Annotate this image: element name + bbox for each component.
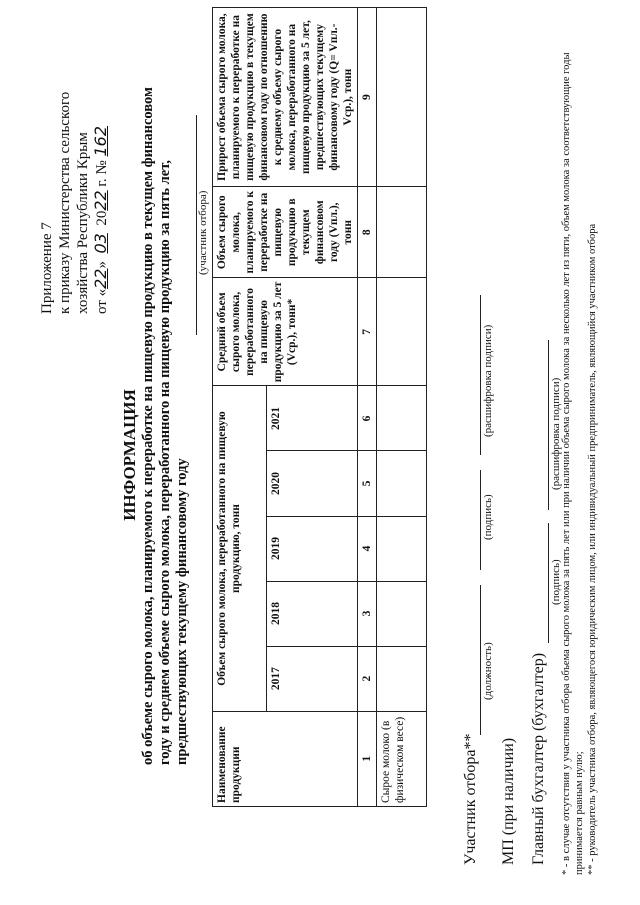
participant-label: Участник отбора**: [462, 733, 479, 865]
header-growth: Прирост объема сырого молока, планируемого к переработке на пищевую продукцию в текущем финансовом году по отношению к среднему объему сырого молока, переработанного на пищевую продукцию за 5 лет, предшествующих текущему финансовому году (Q= Vпл.- Vср.), тонн: [213, 8, 358, 187]
post-caption: (должность): [482, 642, 494, 700]
appendix-date-line: [92, 44, 111, 314]
mp-label: МП (при наличии): [500, 737, 517, 865]
header-avg: Средний объем сырого молока, переработанного на пищевую продукцию за 5 лет (Vср.), тонн*: [213, 278, 358, 386]
date-year-end: г. №: [94, 160, 110, 187]
col-num-5: 5: [358, 451, 377, 516]
acc-sign-caption: (подпись): [550, 559, 562, 605]
year-2020: 2020: [267, 451, 358, 516]
document-subtitle: об объеме сырого молока, планируемого к переработке на пищевую продукцию в текущем финансовом году и среднем объеме сырого молока, переработанного на пищевую продукцию за пять лет, предшествующих текущему финансовому году: [140, 87, 190, 765]
acc-decode-caption: (расшифровка подписи): [550, 377, 562, 490]
col-num-2: 2: [358, 646, 377, 711]
col-num-9: 9: [358, 8, 377, 187]
acc-decode-line: [548, 340, 549, 510]
date-quote: »: [94, 261, 110, 269]
col-num-8: 8: [358, 187, 377, 278]
document-title: ИНФОРМАЦИЯ: [120, 389, 139, 521]
decode-line: [480, 295, 481, 455]
cell-2020: [377, 451, 427, 516]
col-num-1: 1: [358, 711, 377, 806]
row-name: Сырое молоко (в физическом весе): [377, 711, 427, 806]
sign-line: [480, 470, 481, 570]
participant-caption: (участник отбора): [197, 190, 209, 275]
date-year-prefix: 20: [94, 210, 110, 226]
appendix-line-1: Приложение 7: [39, 222, 55, 314]
cell-2019: [377, 516, 427, 581]
footnotes: [560, 15, 599, 875]
col-num-7: 7: [358, 278, 377, 386]
date-year: 22: [91, 190, 110, 211]
appendix-line-3: хозяйства Республики Крым: [75, 132, 91, 314]
date-day: 22: [91, 268, 110, 289]
cell-avg: [377, 278, 427, 386]
footnote-2: ** - руководитель участника отбора, являющегося юридическим лицом, или индивидуальный предприниматель, являющийся участником отбора: [587, 223, 598, 875]
date-prefix: от «: [94, 288, 110, 314]
cell-plan: [377, 187, 427, 278]
date-month: 03: [91, 233, 110, 254]
accountant-label: Главный бухгалтер (бухгалтер): [530, 652, 547, 865]
post-line: [480, 585, 481, 735]
header-name: Наименование продукции: [213, 711, 358, 806]
cell-2021: [377, 386, 427, 451]
decode-caption: (расшифровка подписи): [482, 324, 494, 437]
col-num-4: 4: [358, 516, 377, 581]
order-number: 162: [91, 125, 110, 157]
acc-sign-line: [548, 523, 549, 643]
header-plan: Объем сырого молока, планируемого к переработке на пищевую продукцию в текущем финансовом году (Vпл.), тонн: [213, 187, 358, 278]
year-2018: 2018: [267, 581, 358, 646]
appendix-block: [38, 44, 111, 314]
col-num-3: 3: [358, 581, 377, 646]
cell-2017: [377, 646, 427, 711]
sign-caption: (подпись): [482, 494, 494, 540]
year-2021: 2021: [267, 386, 358, 451]
appendix-line-2: к приказу Министерства сельского: [57, 91, 73, 314]
footnote-1: * - в случае отсутствия у участника отбора объема сырого молока за пять лет или при наличии объема сырого молока за несколько лет из пяти, объем молока за соответствующие годы принимается равным нулю;: [561, 52, 585, 875]
data-table: [212, 7, 427, 807]
cell-2018: [377, 581, 427, 646]
header-volume: Объем сырого молока, переработанного на пищевую продукцию, тонн: [213, 386, 267, 711]
col-num-6: 6: [358, 386, 377, 451]
cell-growth: [377, 8, 427, 187]
year-2017: 2017: [267, 646, 358, 711]
year-2019: 2019: [267, 516, 358, 581]
